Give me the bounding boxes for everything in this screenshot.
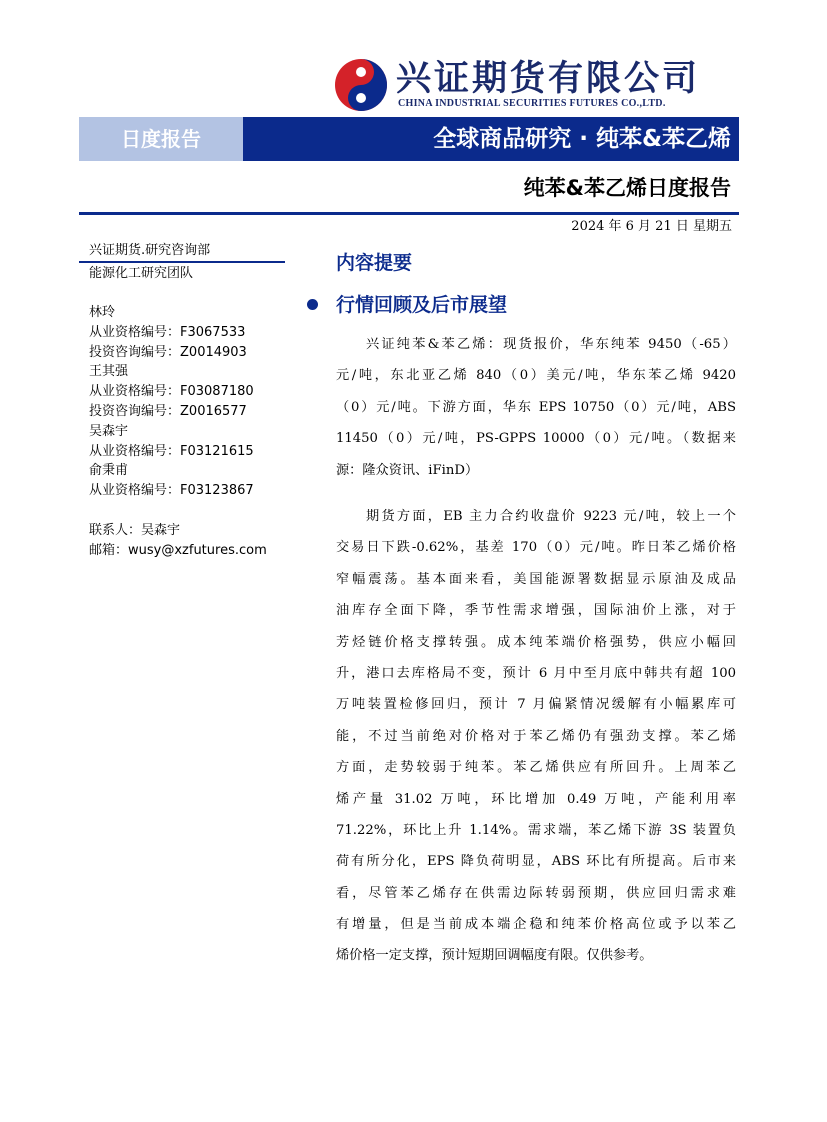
paragraph-spot-prices [336,329,736,486]
paragraph-line: 兴证纯苯&苯乙烯：现货报价，华东纯苯 9450（-65） [366,337,736,352]
analyst-line [89,422,289,442]
analyst-line [89,481,289,501]
paragraph-line: 升，港口去库格局不变，预计 6 月中至月底中韩共有超 100 [336,665,736,681]
analyst-line [89,303,289,323]
paragraph-line: 11450（0）元/吨，PS-GPPS 10000（0）元/吨。（数据来 [336,431,736,447]
analyst-line [89,343,289,363]
analyst-line-value: F3067533 [180,324,246,340]
contact-label: 联系人： [89,523,142,538]
paragraph-line: （0）元/吨。下游方面，华东 EPS 10750（0）元/吨，ABS [336,399,736,415]
report-date: 2024 年 6 月 21 日 星期五 [571,219,732,234]
paragraph-line: 烯价格一定支撑，预计短期回调幅度有限。仅供参考。 [336,948,653,964]
paragraph-line: 油库存全面下降，季节性需求增强，国际油价上涨，对于 [336,603,736,619]
paragraph-line: 源：隆众资讯、iFinD） [336,462,479,478]
analyst-line-value: Z0014903 [180,344,247,360]
analyst-line-label: 从业资格编号： [89,483,181,499]
analyst-list [89,303,289,501]
paragraph-market-outlook [336,501,736,972]
analyst-line [89,461,289,481]
contact-block [89,521,289,561]
analyst-line-label: 投资咨询编号： [89,403,181,419]
email-link[interactable]: wusy@xzfutures.com [128,542,267,558]
paragraph-line: 看，尽管苯乙烯存在供需边际转弱预期，供应回归需求难 [336,885,736,901]
paragraph-line: 能，不过当前绝对价格对于苯乙烯仍有强劲支撑。苯乙烯 [336,728,736,744]
paragraph-line: 有增量，但是当前成本端企稳和纯苯价格高位或予以苯乙 [336,917,736,933]
contact-name: 吴森宇 [141,523,181,538]
email-line [89,541,289,561]
bullet-icon [307,299,318,310]
company-logo-icon [334,58,388,112]
analyst-line [89,323,289,343]
section-heading: 内容提要 [336,252,413,274]
document-title: 纯苯&苯乙烯日度报告 [523,176,731,200]
analyst-line-label: 王其强 [89,364,129,380]
company-name-en: CHINA INDUSTRIAL SECURITIES FUTURES CO.,LTD. [398,98,666,109]
paragraph-line: 71.22%，环比上升 1.14%。需求端，苯乙烯下游 3S 装置负 [336,822,736,838]
analyst-line-value: Z0016577 [180,403,247,419]
paragraph-line: 烯产量 31.02 万吨，环比增加 0.49 万吨，产能利用率 [336,791,736,807]
analyst-line [89,382,289,402]
paragraph-line: 交易日下跌-0.62%，基差 170（0）元/吨。昨日苯乙烯价格 [336,540,736,556]
sidebar-org: 兴证期货.研究咨询部 [89,243,211,258]
email-label: 邮箱： [89,542,129,558]
analyst-line [89,402,289,422]
paragraph-line: 元/吨，东北亚乙烯 840（0）美元/吨，华东苯乙烯 9420 [336,368,736,384]
subsection-heading: 行情回顾及后市展望 [336,294,508,316]
analyst-line-label: 从业资格编号： [89,384,181,400]
sidebar-divider [79,261,285,263]
report-type-label: 日度报告 [79,117,243,161]
analyst-line-value: F03121615 [180,443,254,459]
contact-line [89,521,289,541]
analyst-line-label: 吴森宇 [89,423,129,439]
paragraph-line: 期货方面，EB 主力合约收盘价 9223 元/吨，较上一个 [366,509,736,524]
analyst-line-value: F03123867 [180,483,254,499]
analyst-line [89,442,289,462]
analyst-line [89,362,289,382]
paragraph-line: 荷有所分化，EPS 降负荷明显，ABS 环比有所提高。后市来 [336,854,736,870]
analyst-line-label: 俞秉甫 [89,463,129,479]
report-category-label: 全球商品研究 · 纯苯&苯乙烯 [243,117,739,161]
company-name-cn: 兴证期货有限公司 [396,58,701,99]
analyst-line-label: 林玲 [89,305,116,320]
analyst-line-label: 投资咨询编号： [89,344,181,360]
paragraph-line: 芳烃链价格支撑转强。成本纯苯端价格强势，供应小幅回 [336,634,736,650]
sidebar-team: 能源化工研究团队 [89,266,194,281]
analyst-line-label: 从业资格编号： [89,443,181,459]
analyst-line-value: F03087180 [180,384,254,400]
paragraph-line: 万吨装置检修回归，预计 7 月偏紧情况缓解有小幅累库可 [336,697,736,713]
analyst-line-label: 从业资格编号： [89,324,181,340]
paragraph-line: 窄幅震荡。基本面来看，美国能源署数据显示原油及成品 [336,571,736,587]
header-divider [79,212,739,215]
paragraph-line: 方面，走势较弱于纯苯。苯乙烯供应有所回升。上周苯乙 [336,760,736,776]
